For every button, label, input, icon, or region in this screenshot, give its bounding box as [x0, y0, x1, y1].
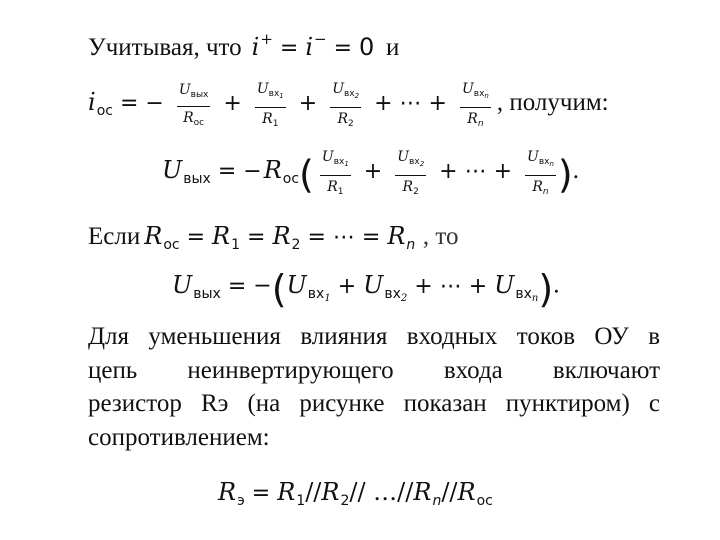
eq-output-voltage-sum: $U_{вых} = -R_{ос}$( $\frac{Uвх_1}{R1}$ + $\frac{Uвх_2}{R2}$ + ⋯ + $\frac{Uвх_n}{Rn}$ ). — [162, 149, 579, 197]
eq-feedback-current: $i_{ос}$ = − $\frac{\text{Uвых}}{\text{Rос}}$ + $\frac{Uвх_1}{R1}$ + $\frac{Uвх_2}{R2}$ + ⋯ + $\frac{Uвх_n}{Rn}$ , получим: — [88, 81, 609, 129]
text-if: Если — [88, 223, 141, 250]
text-considering: Учитывая, что — [88, 34, 242, 61]
eq-output-voltage-equal: $U_{вых} = -(U_{вх_1} + U_{вх_2}$ + ⋯ + $U_{вх_n}$). — [172, 267, 560, 311]
paragraph-line-2: цепь неинвертирующего входа включают — [88, 356, 660, 384]
paragraph-line-3: резистор Rэ (на рисунке показан пунктиром) с — [88, 390, 660, 417]
eq-currents-zero: i+ = i− = 0 — [251, 30, 375, 61]
line-if-equal-resistors — [88, 222, 459, 253]
text-then: , то — [422, 223, 459, 250]
text-and: и — [385, 34, 400, 61]
paragraph-line-1: Для уменьшения влияния входных токов ОУ в — [88, 323, 660, 350]
line-1 — [88, 30, 399, 62]
paragraph-line-4: сопротивлением: — [88, 423, 270, 451]
eq-equal-resistors: $R_{ос} = R_1 = R_2$ = ⋯ = $R_n$ — [144, 222, 416, 253]
eq-compensating-resistor: $R_э = R_1//R_2//$ $\dots//R_n//R_{ос}$ — [218, 478, 493, 509]
text-we-get: , получим: — [496, 89, 609, 117]
paragraph-explanation — [88, 320, 660, 454]
